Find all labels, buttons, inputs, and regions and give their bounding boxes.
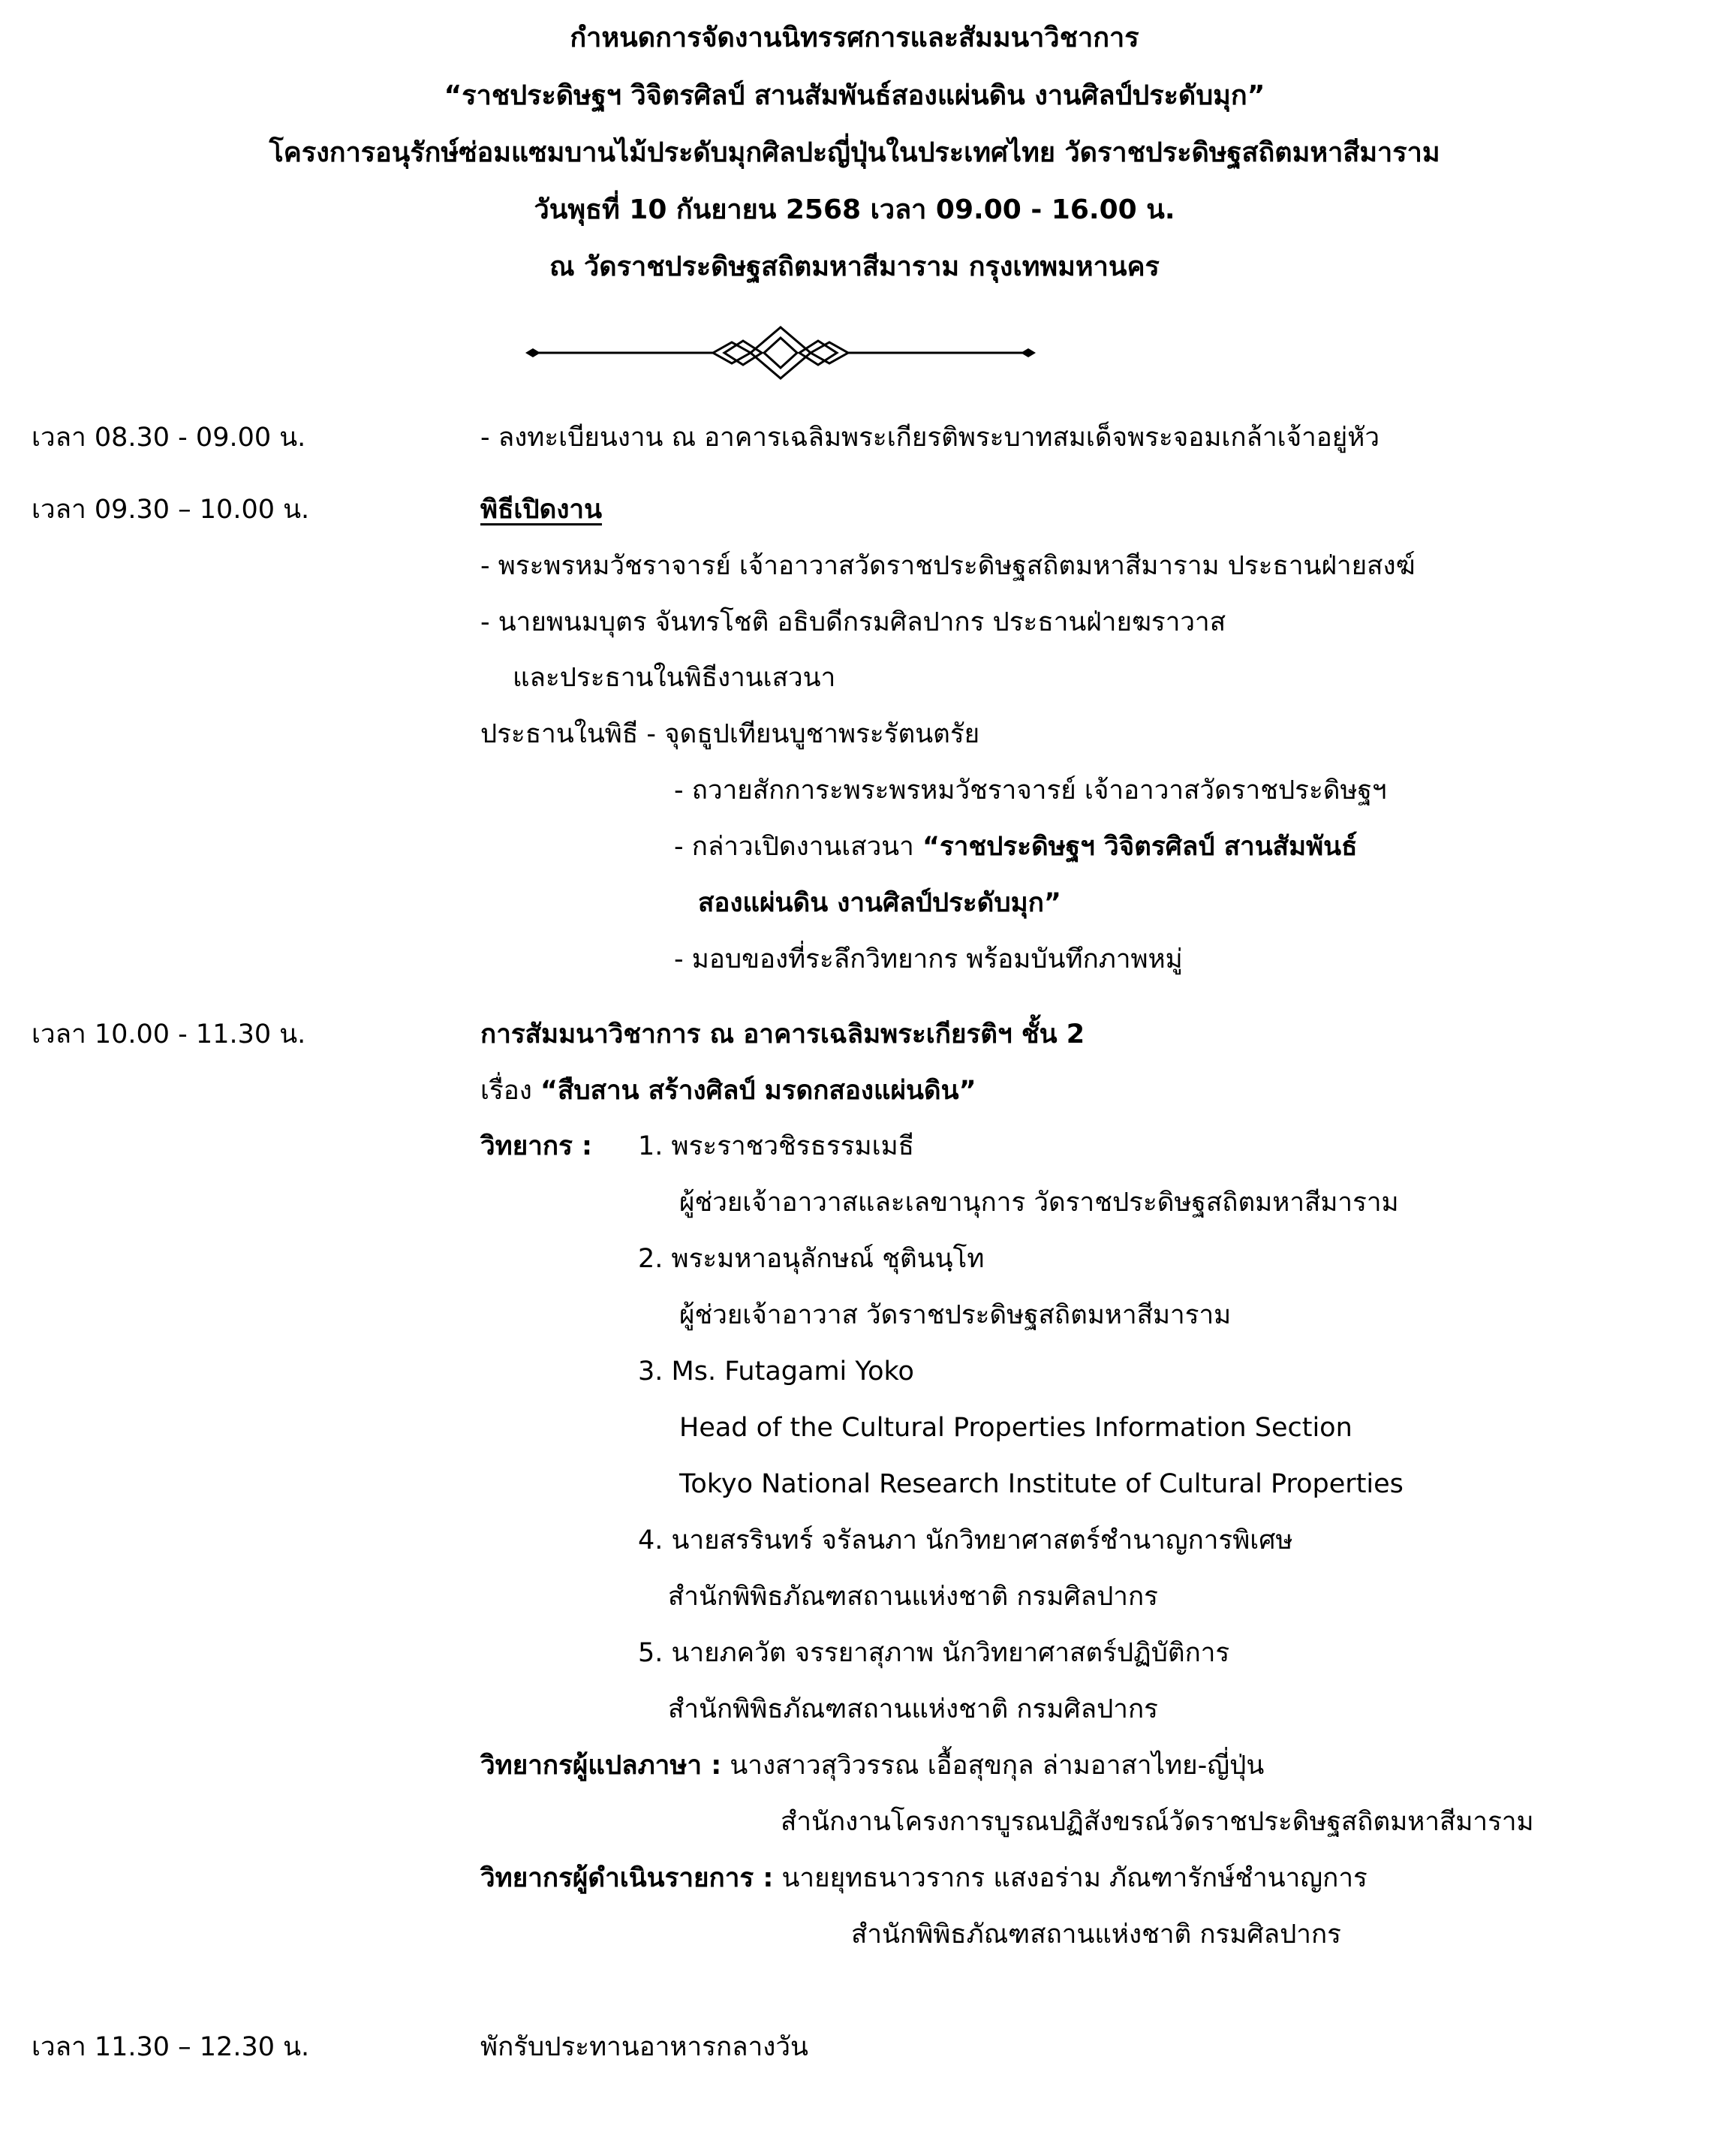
opening-chair-lay: - นายพนมบุตร จันทรโชติ อธิบดีกรมศิลปากร ประธานฝ่ายฆราวาส	[480, 607, 1226, 637]
ceremony-step-3: - มอบของที่ระลึกวิทยากร พร้อมบันทึกภาพหมู่	[674, 944, 1183, 974]
speaker-3-title: Head of the Cultural Properties Information Section	[679, 1413, 1352, 1443]
speaker-4-org: สำนักพิพิธภัณฑสถานแห่งชาติ กรมศิลปากร	[668, 1582, 1158, 1612]
opening-chair-monk: - พระพรหมวัชราจารย์ เจ้าอาวาสวัดราชประดิษฐสถิตมหาสีมาราม ประธานฝ่ายสงฆ์	[480, 551, 1416, 581]
time-slot-seminar: เวลา 10.00 - 11.30 น.	[32, 1019, 306, 1049]
seminar-heading: การสัมมนาวิชาการ ณ อาคารเฉลิมพระเกียรติฯ ชั้น 2	[480, 1019, 1085, 1049]
moderator-name: นายยุทธนาวรากร แสงอร่าม ภัณฑารักษ์ชำนาญการ	[773, 1863, 1368, 1893]
ceremony-step-2-cont: สองแผ่นดิน งานศิลป์ประดับมุก”	[698, 888, 1061, 918]
date-time-line: วันพุธที่ 10 กันยายน 2568 เวลา 09.00 - 16.00 น.	[534, 194, 1175, 225]
moderator-org: สำนักพิพิธภัณฑสถานแห่งชาติ กรมศิลปากร	[851, 1920, 1341, 1950]
ceremony-step-2-prefix: - กล่าวเปิดงานเสวนา	[674, 832, 922, 862]
topic-title: “สืบสาน สร้างศิลป์ มรดกสองแผ่นดิน”	[540, 1076, 976, 1106]
registration-item: - ลงทะเบียนงาน ณ อาคารเฉลิมพระเกียรติพระบาทสมเด็จพระจอมเกล้าเจ้าอยู่หัว	[480, 423, 1380, 453]
moderator-label: วิทยากรผู้ดำเนินรายการ :	[480, 1863, 774, 1893]
speaker-4: 4. นายสรรินทร์ จรัลนภา นักวิทยาศาสตร์ชำนาญการพิเศษ	[638, 1525, 1293, 1555]
translator-label: วิทยากรผู้แปลภาษา :	[480, 1751, 722, 1781]
lunch-item: พักรับประทานอาหารกลางวัน	[480, 2032, 808, 2062]
opening-chair-lay-cont: และประธานในพิธีงานเสวนา	[513, 663, 836, 693]
ceremony-chair-line: ประธานในพิธี - จุดธูปเทียนบูชาพระรัตนตรัย	[480, 719, 980, 749]
speaker-3: 3. Ms. Futagami Yoko	[638, 1357, 914, 1387]
moderator-line	[480, 1865, 1368, 1892]
speaker-5-org: สำนักพิพิธภัณฑสถานแห่งชาติ กรมศิลปากร	[668, 1694, 1158, 1724]
ceremony-step-2	[674, 834, 1357, 860]
speaker-2: 2. พระมหาอนุลักษณ์ ชุตินนฺโท	[638, 1244, 985, 1274]
time-slot-opening: เวลา 09.30 – 10.00 น.	[32, 495, 310, 525]
time-slot-registration: เวลา 08.30 - 09.00 น.	[32, 423, 306, 453]
ornament-divider	[525, 323, 1036, 383]
seminar-topic	[480, 1078, 976, 1104]
title-line-2: “ราชประดิษฐฯ วิจิตรศิลป์ สานสัมพันธ์สองแผ่นดิน งานศิลป์ประดับมุก”	[444, 80, 1265, 111]
speaker-1: 1. พระราชวชิรธรรมเมธี	[638, 1131, 915, 1161]
seminar-title-bold: “ราชประดิษฐฯ วิจิตรศิลป์ สานสัมพันธ์	[922, 832, 1358, 862]
title-line-1: กำหนดการจัดงานนิทรรศการและสัมมนาวิชาการ	[570, 23, 1139, 53]
topic-prefix: เรื่อง	[480, 1076, 540, 1106]
speaker-3-org: Tokyo National Research Institute of Cultural Properties	[679, 1469, 1404, 1499]
speaker-2-title: ผู้ช่วยเจ้าอาวาส วัดราชประดิษฐสถิตมหาสีมาราม	[679, 1300, 1232, 1330]
opening-ceremony-heading: พิธีเปิดงาน	[480, 495, 603, 525]
venue-line: ณ วัดราชประดิษฐสถิตมหาสีมาราม กรุงเทพมหานคร	[549, 251, 1160, 282]
speakers-label: วิทยากร :	[480, 1131, 593, 1161]
speaker-5: 5. นายภควัต จรรยาสุภาพ นักวิทยาศาสตร์ปฏิบัติการ	[638, 1638, 1230, 1668]
translator-org: สำนักงานโครงการบูรณปฏิสังขรณ์วัดราชประดิษฐสถิตมหาสีมาราม	[781, 1807, 1534, 1837]
time-slot-lunch: เวลา 11.30 – 12.30 น.	[32, 2032, 310, 2062]
ceremony-step-1: - ถวายสักการะพระพรหมวัชราจารย์ เจ้าอาวาสวัดราชประดิษฐฯ	[674, 775, 1387, 805]
title-line-3: โครงการอนุรักษ์ซ่อมแซมบานไม้ประดับมุกศิลปะญี่ปุ่นในประเทศไทย วัดราชประดิษฐสถิตมหาสีมาราม	[269, 137, 1440, 168]
speaker-1-title: ผู้ช่วยเจ้าอาวาสและเลขานุการ วัดราชประดิษฐสถิตมหาสีมาราม	[679, 1188, 1399, 1218]
translator-line	[480, 1753, 1264, 1779]
translator-name: นางสาวสุวิวรรณ เอื้อสุขกุล ล่ามอาสาไทย-ญี่ปุ่น	[721, 1751, 1265, 1781]
